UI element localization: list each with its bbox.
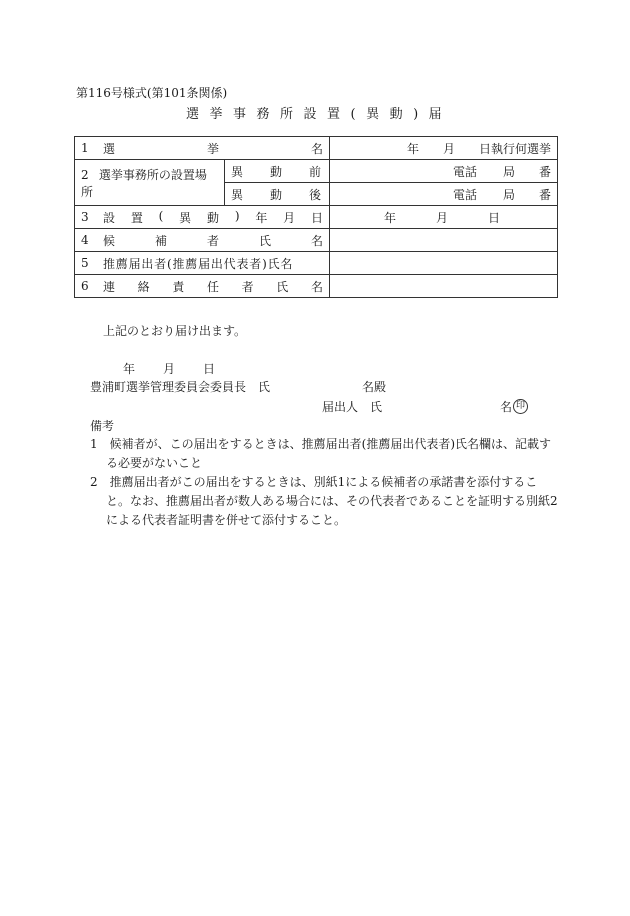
month-label: 月: [163, 362, 176, 376]
label-char: 者: [241, 279, 254, 294]
label-char: 責: [172, 279, 185, 294]
label-char: ): [234, 208, 240, 223]
note-item-1: [90, 435, 560, 473]
addressee: 豊浦町選挙管理委員会委員長 氏: [90, 380, 271, 394]
submitter-name-seal: [500, 398, 528, 415]
month-label: 月: [436, 210, 449, 225]
label-char: 者: [207, 233, 220, 248]
phone-number-label: 番: [539, 187, 552, 202]
label-char: 候: [103, 233, 116, 248]
label-char: 連: [103, 279, 116, 294]
statement: 上記のとおり届け出ます。: [103, 324, 247, 338]
label-char: 異: [179, 210, 192, 225]
label-char: 年: [255, 210, 268, 225]
form-number: 第116号様式(第101条関係): [76, 86, 228, 100]
addressee-suffix: 名殿: [362, 380, 387, 394]
submitter-label: 届出人 氏: [322, 400, 383, 414]
recommender-label: 推薦届出者(推薦届出代表者)氏名: [103, 256, 294, 271]
label-char: 名: [310, 279, 323, 294]
label-char: (: [158, 208, 164, 223]
label-char: 選: [103, 141, 116, 156]
form-title-text: 選挙事務所設置(異動)届: [186, 107, 453, 122]
office-location-label: 選挙事務所の設置場所: [81, 167, 207, 199]
label-char: 補: [155, 233, 168, 248]
setup-date-field[interactable]: [330, 206, 558, 229]
label-char: 置: [130, 210, 143, 225]
label-char: 任: [206, 279, 219, 294]
row-contact-person: [75, 275, 558, 298]
label-char: 動: [206, 210, 219, 225]
phone-number-label: 番: [539, 164, 552, 179]
location-after-field[interactable]: [330, 183, 558, 206]
label-char: 前: [309, 164, 322, 179]
row-office-before: [75, 160, 558, 183]
row-number: 1: [81, 141, 89, 155]
submitter-suffix: 名: [500, 400, 513, 414]
contact-person-field[interactable]: [330, 275, 558, 298]
year-label: 年: [123, 362, 136, 376]
row-number: 2: [81, 167, 89, 182]
row-number: 5: [81, 256, 89, 270]
label-char: 名: [311, 233, 324, 248]
phone-label: 電話: [452, 187, 477, 202]
label-char: 設: [103, 210, 116, 225]
note-text: 2 推薦届出者がこの届出をするときは、別紙1による候補者の承諾書を添付すること。なお、推薦届出者が数人ある場合には、その代表者であることを証明する別紙2による代表者証明書を併せて添付すること。: [90, 475, 558, 527]
recommender-name-field[interactable]: [330, 252, 558, 275]
seal-icon: 印: [513, 399, 528, 414]
label-char: 異: [231, 164, 244, 179]
phone-exchange-label: 局: [502, 164, 515, 179]
row-recommender-name: [75, 252, 558, 275]
label-char: 月: [283, 210, 296, 225]
row-number: 3: [81, 210, 89, 224]
row-election-name: [75, 137, 558, 160]
row-setup-date: [75, 206, 558, 229]
day-label: 日: [488, 210, 501, 225]
note-item-2: [90, 473, 560, 530]
row-number: 4: [81, 233, 89, 247]
label-char: 日: [310, 210, 323, 225]
form-title: [186, 103, 453, 122]
label-char: 名: [311, 141, 324, 156]
label-char: 絡: [137, 279, 150, 294]
phone-label: 電話: [452, 164, 477, 179]
notes-heading: 備考: [90, 419, 115, 433]
label-char: 異: [231, 187, 244, 202]
label-char: 挙: [207, 141, 220, 156]
location-before-field[interactable]: [330, 160, 558, 183]
form-table: [74, 136, 558, 298]
label-char: 氏: [276, 279, 289, 294]
submission-date: [123, 360, 215, 377]
row-candidate-name: [75, 229, 558, 252]
day-label: 日: [203, 362, 216, 376]
label-char: 氏: [259, 233, 272, 248]
election-value[interactable]: 年 月 日執行何選挙: [330, 137, 558, 160]
note-text: 1 候補者が、この届出をするときは、推薦届出者(推薦届出代表者)氏名欄は、記載する必要がないこと: [90, 437, 552, 470]
phone-exchange-label: 局: [502, 187, 515, 202]
candidate-name-field[interactable]: [330, 229, 558, 252]
year-label: 年: [384, 210, 397, 225]
label-char: 動: [270, 164, 283, 179]
label-char: 動: [270, 187, 283, 202]
row-number: 6: [81, 279, 89, 293]
label-char: 後: [309, 187, 322, 202]
